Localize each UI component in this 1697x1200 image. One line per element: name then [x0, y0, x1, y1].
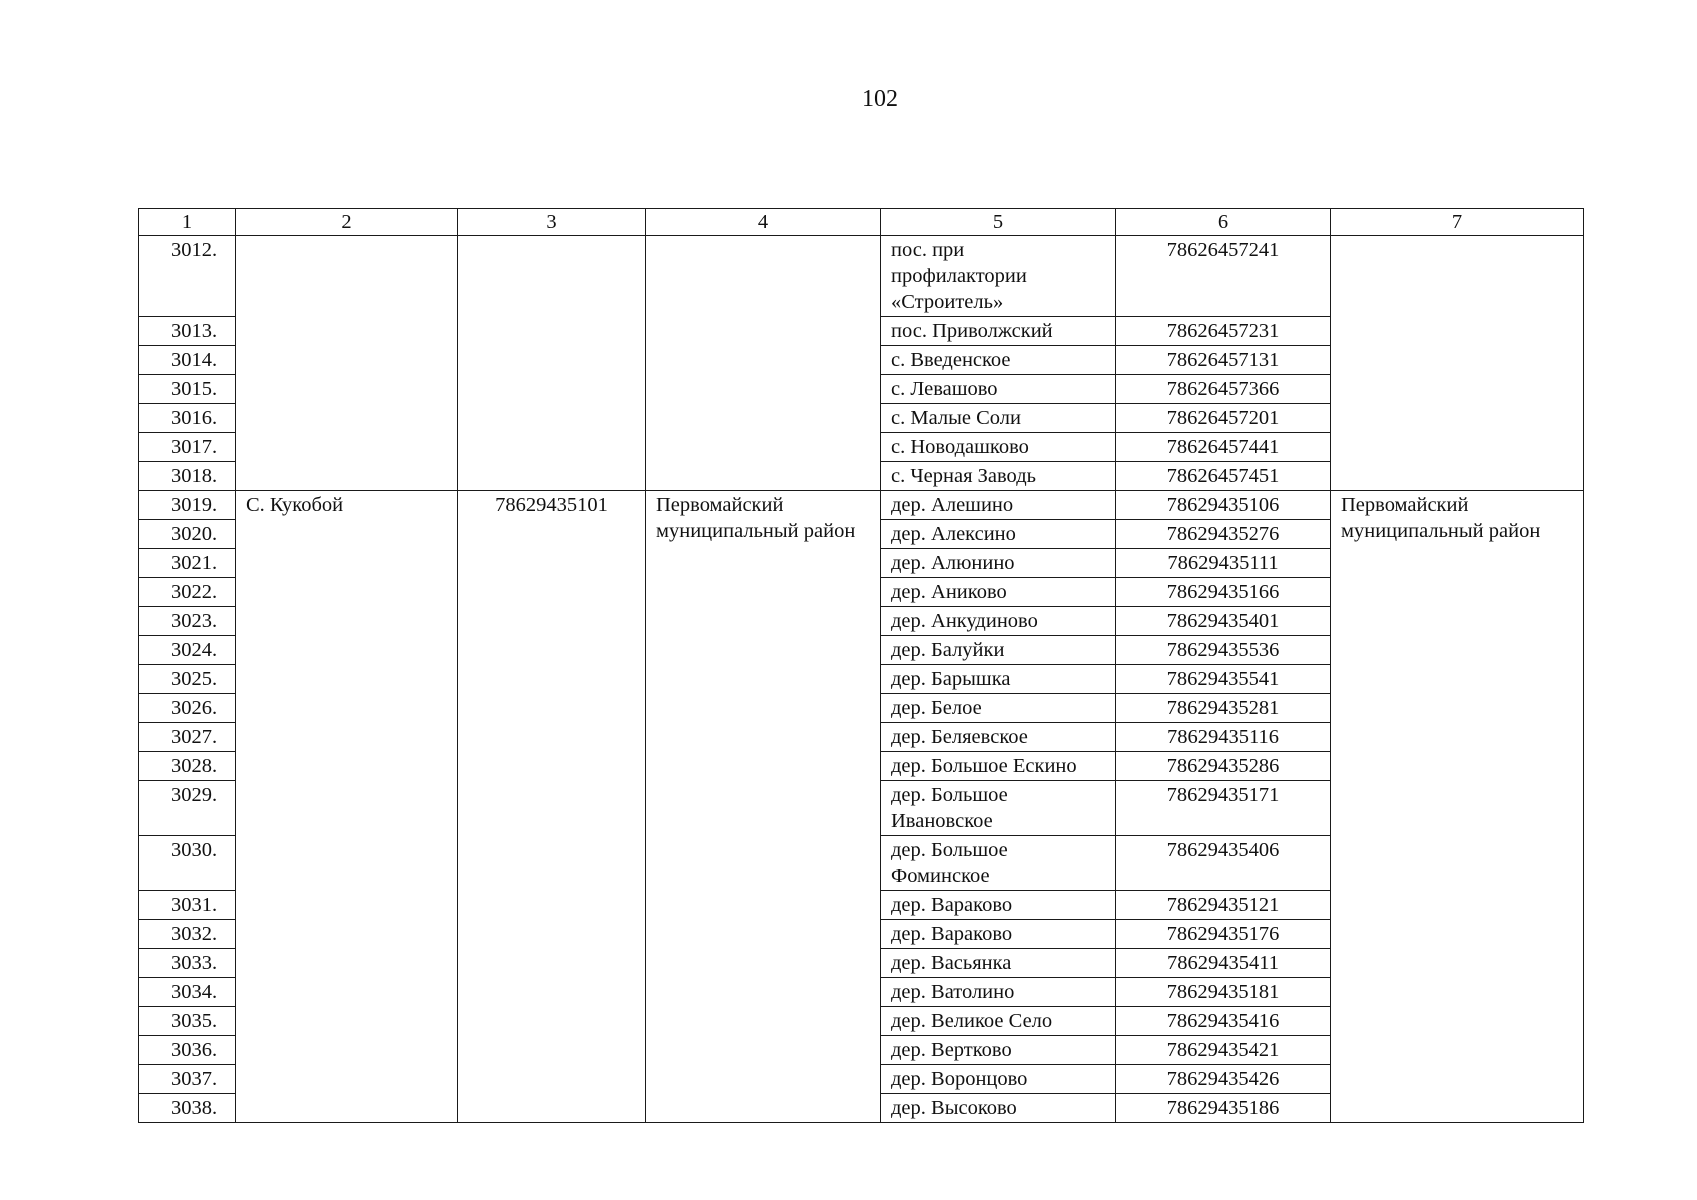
place-code-cell: 78629435171	[1116, 781, 1331, 836]
row-number-cell: 3020.	[139, 520, 236, 549]
column-header-1: 1	[139, 209, 236, 236]
place-code-cell: 78629435121	[1116, 891, 1331, 920]
place-code-cell: 78626457241	[1116, 236, 1331, 317]
row-number-cell: 3024.	[139, 636, 236, 665]
row-number-cell: 3028.	[139, 752, 236, 781]
place-code-cell: 78629435286	[1116, 752, 1331, 781]
column-header-7: 7	[1331, 209, 1584, 236]
page-number: 102	[862, 86, 898, 112]
row-number-cell: 3018.	[139, 462, 236, 491]
column-header-6: 6	[1116, 209, 1331, 236]
place-name-cell: дер. Высоково	[881, 1094, 1116, 1123]
place-name-cell: дер. Васьянка	[881, 949, 1116, 978]
place-code-cell: 78626457131	[1116, 346, 1331, 375]
settlement-code-cell: 78629435101	[458, 491, 646, 1123]
place-code-cell: 78629435276	[1116, 520, 1331, 549]
place-name-cell: дер. Вертково	[881, 1036, 1116, 1065]
row-number-cell: 3034.	[139, 978, 236, 1007]
region-cell	[1331, 236, 1584, 491]
place-code-cell: 78629435166	[1116, 578, 1331, 607]
row-number-cell: 3029.	[139, 781, 236, 836]
row-number-cell: 3025.	[139, 665, 236, 694]
place-name-cell: с. Новодашково	[881, 433, 1116, 462]
place-code-cell: 78629435541	[1116, 665, 1331, 694]
row-number-cell: 3015.	[139, 375, 236, 404]
settlements-table	[138, 208, 1584, 1123]
place-name-cell: дер. Большое Ивановское	[881, 781, 1116, 836]
place-code-cell: 78626457451	[1116, 462, 1331, 491]
row-number-cell: 3023.	[139, 607, 236, 636]
place-name-cell: дер. Вараково	[881, 891, 1116, 920]
row-number-cell: 3017.	[139, 433, 236, 462]
place-code-cell: 78629435176	[1116, 920, 1331, 949]
place-code-cell: 78629435426	[1116, 1065, 1331, 1094]
place-name-cell: дер. Великое Село	[881, 1007, 1116, 1036]
place-code-cell: 78629435406	[1116, 836, 1331, 891]
table-body	[139, 236, 1584, 1123]
place-name-cell: дер. Белое	[881, 694, 1116, 723]
header-row	[139, 209, 1584, 236]
place-name-cell: дер. Аниково	[881, 578, 1116, 607]
place-name-cell: дер. Алюнино	[881, 549, 1116, 578]
column-header-3: 3	[458, 209, 646, 236]
row-number-cell: 3013.	[139, 317, 236, 346]
row-number-cell: 3014.	[139, 346, 236, 375]
place-name-cell: дер. Ватолино	[881, 978, 1116, 1007]
place-code-cell: 78629435106	[1116, 491, 1331, 520]
district-cell	[646, 236, 881, 491]
column-header-2: 2	[236, 209, 458, 236]
row-number-cell: 3032.	[139, 920, 236, 949]
place-name-cell: пос. при профилактории «Строитель»	[881, 236, 1116, 317]
column-header-5: 5	[881, 209, 1116, 236]
place-code-cell: 78629435421	[1116, 1036, 1331, 1065]
column-header-4: 4	[646, 209, 881, 236]
place-name-cell: дер. Алексино	[881, 520, 1116, 549]
place-code-cell: 78629435281	[1116, 694, 1331, 723]
place-code-cell: 78626457231	[1116, 317, 1331, 346]
row-number-cell: 3030.	[139, 836, 236, 891]
table-row	[139, 491, 1584, 520]
place-code-cell: 78626457366	[1116, 375, 1331, 404]
place-name-cell: дер. Барышка	[881, 665, 1116, 694]
row-number-cell: 3026.	[139, 694, 236, 723]
row-number-cell: 3012.	[139, 236, 236, 317]
settlement-code-cell	[458, 236, 646, 491]
place-name-cell: дер. Большое Фоминское	[881, 836, 1116, 891]
row-number-cell: 3027.	[139, 723, 236, 752]
row-number-cell: 3031.	[139, 891, 236, 920]
district-cell: Первомайский муниципальный район	[646, 491, 881, 1123]
place-code-cell: 78629435181	[1116, 978, 1331, 1007]
place-name-cell: с. Введенское	[881, 346, 1116, 375]
place-code-cell: 78629435416	[1116, 1007, 1331, 1036]
table-row	[139, 236, 1584, 317]
place-code-cell: 78629435536	[1116, 636, 1331, 665]
place-name-cell: с. Левашово	[881, 375, 1116, 404]
row-number-cell: 3037.	[139, 1065, 236, 1094]
place-code-cell: 78629435411	[1116, 949, 1331, 978]
place-code-cell: 78629435111	[1116, 549, 1331, 578]
settlement-cell: С. Кукобой	[236, 491, 458, 1123]
place-code-cell: 78629435186	[1116, 1094, 1331, 1123]
place-code-cell: 78626457441	[1116, 433, 1331, 462]
place-name-cell: дер. Воронцово	[881, 1065, 1116, 1094]
row-number-cell: 3016.	[139, 404, 236, 433]
place-name-cell: пос. Приволжский	[881, 317, 1116, 346]
place-name-cell: дер. Алешино	[881, 491, 1116, 520]
place-name-cell: с. Черная Заводь	[881, 462, 1116, 491]
place-name-cell: дер. Анкудиново	[881, 607, 1116, 636]
region-cell: Первомайский муниципальный район	[1331, 491, 1584, 1123]
place-code-cell: 78629435401	[1116, 607, 1331, 636]
place-name-cell: дер. Большое Ескино	[881, 752, 1116, 781]
row-number-cell: 3033.	[139, 949, 236, 978]
settlement-cell	[236, 236, 458, 491]
place-code-cell: 78626457201	[1116, 404, 1331, 433]
row-number-cell: 3021.	[139, 549, 236, 578]
row-number-cell: 3036.	[139, 1036, 236, 1065]
row-number-cell: 3022.	[139, 578, 236, 607]
place-name-cell: с. Малые Соли	[881, 404, 1116, 433]
place-name-cell: дер. Балуйки	[881, 636, 1116, 665]
row-number-cell: 3019.	[139, 491, 236, 520]
row-number-cell: 3038.	[139, 1094, 236, 1123]
place-name-cell: дер. Беляевское	[881, 723, 1116, 752]
place-code-cell: 78629435116	[1116, 723, 1331, 752]
row-number-cell: 3035.	[139, 1007, 236, 1036]
place-name-cell: дер. Вараково	[881, 920, 1116, 949]
